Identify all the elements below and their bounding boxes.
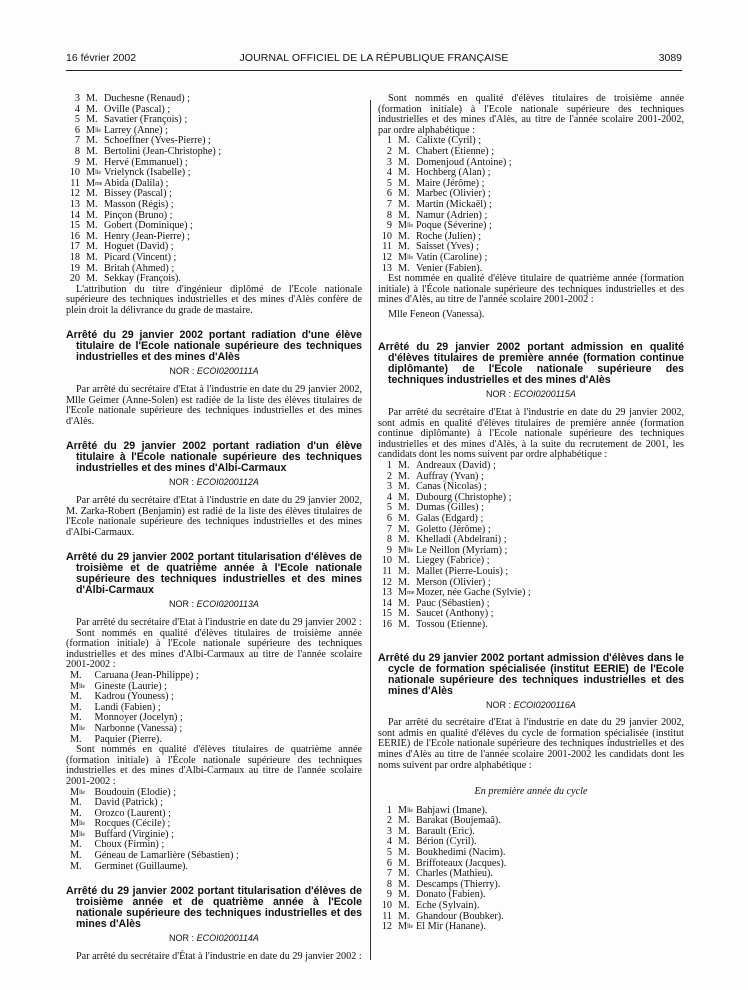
civility-title: M.: [398, 481, 410, 493]
person-name: Venier (Fabien).: [416, 262, 483, 274]
section-title: Arrêté du 29 janvier 2002 portant radiation d'un élève titulaire à l'Ecole nationale supérieure des techniques industrielles et des mines d'Albi-Carmaux: [66, 440, 362, 475]
section-body: Par arrêté du secrétaire d'Etat à l'industrie en date du 29 janvier 2002, sont admis en qualité d'élèves titulaires de première année (formation continue diplômante) à l'Ecole nationale supérieure des techniques industrielles et des mines d'Alès, à la suite du recrutement de 2001, les candidats dont les noms suivent par ordre alphabétique :: [378, 407, 684, 461]
item-number: 3: [386, 481, 392, 493]
civility-title: M.: [398, 513, 410, 524]
item-number: 8: [386, 534, 392, 546]
item-number: 10: [381, 900, 392, 912]
person-name: Rocques (Cécile) ;: [94, 818, 171, 830]
civility-title: M.: [86, 156, 98, 168]
section-admission-fcd: [378, 342, 684, 630]
person-name: Mallet (Pierre-Louis) ;: [416, 565, 509, 577]
item-number: 5: [386, 847, 392, 859]
section-title: Arrêté du 29 janvier 2002 portant titularisation d'élèves de troisième et de quatrième année à l'Ecole nationale supérieure des techniques industrielles et des mines d'Albi-Carmaux: [66, 551, 362, 597]
civility-title: M.: [86, 209, 98, 221]
nor-reference: [66, 933, 362, 944]
person-name: Hervé (Emmanuel) ;: [104, 156, 188, 168]
person-name: El Mir (Hanane).: [416, 921, 486, 933]
item-number: 1: [386, 804, 392, 816]
person-name: Sekkay (François).: [104, 273, 181, 285]
person-name: Orozco (Laurent) ;: [94, 807, 171, 819]
civility-title: M.: [398, 198, 410, 210]
civility-title: M.: [398, 209, 410, 221]
person-name: Pauc (Sébastien) ;: [416, 597, 490, 609]
item-number: 11: [70, 177, 80, 189]
item-number: 11: [382, 241, 392, 253]
civility-title: M.: [398, 145, 410, 157]
civility-title: $M^{lle}$: [398, 251, 414, 263]
list-item: [378, 514, 684, 525]
third-year-list: [378, 136, 684, 274]
admission-list: [378, 461, 684, 631]
civility-title: M.: [398, 460, 410, 472]
person-name: Géneau de Lamarlière (Sébastien) ;: [94, 850, 239, 862]
person-name: Martin (Mickaël) ;: [416, 198, 492, 210]
item-number: 10: [381, 230, 392, 242]
item-number: 3: [74, 93, 80, 104]
civility-title: $M^{lle}$: [70, 786, 86, 798]
person-name: Kadrou (Youness) ;: [94, 691, 174, 703]
item-number: 4: [386, 491, 392, 503]
header-rule: [66, 70, 682, 71]
civility-title: M.: [398, 576, 410, 588]
person-name: Gineste (Laurie) ;: [94, 680, 167, 692]
person-name: Le Neillon (Myriam) ;: [416, 544, 508, 556]
third-year-intro: Sont nommés en qualité d'élèves titulaires de troisième année (formation initiale) à l'Ecole nationale supérieure des techniques industrielles et des mines d'Alès, au titre de l'année scolaire 2001-2002, par ordre alphabétique :: [378, 93, 684, 136]
person-name: Domenjoud (Antoine) ;: [416, 156, 512, 168]
person-name: Tossou (Etienne).: [416, 618, 488, 630]
subheading: En première année du cycle: [474, 786, 588, 798]
person-name: Savatier (François) ;: [104, 114, 188, 126]
third-year-list: [66, 671, 362, 745]
item-number: 6: [74, 124, 80, 136]
item-number: 7: [386, 523, 392, 535]
person-name: Boudouin (Elodie) ;: [94, 786, 177, 798]
civility-title: M.: [398, 608, 410, 620]
section-title: Arrêté du 29 janvier 2002 portant titularisation d'élèves de troisième année et de quatrième année à l'Ecole nationale supérieure des techniques industrielles et des mines d'Alès: [66, 885, 362, 931]
person-name: Gobert (Dominique) ;: [104, 220, 193, 232]
civility-title: $M^{lle}$: [86, 124, 102, 136]
item-number: 4: [386, 167, 392, 179]
person-name: Narbonne (Vanessa) ;: [94, 722, 183, 734]
person-name: Liegey (Fabrice) ;: [416, 555, 490, 567]
civility-title: $M^{lle}$: [398, 220, 414, 232]
item-number: 17: [69, 241, 80, 253]
item-number: 9: [386, 220, 392, 232]
person-name: Namur (Adrien) ;: [416, 209, 488, 221]
civility-title: M.: [398, 597, 410, 609]
item-number: 10: [69, 167, 80, 179]
civility-title: M.: [86, 198, 98, 210]
person-name: Abida (Dalila) ;: [104, 177, 169, 189]
person-name: Eche (Sylvain).: [416, 900, 480, 912]
nor-reference: [66, 599, 362, 610]
list-item: [378, 922, 684, 933]
item-number: 12: [381, 251, 392, 263]
person-name: Henry (Jean-Pierre) ;: [104, 230, 190, 242]
section-intro: Par arrêté du secrétaire d'État à l'industrie en date du 29 janvier 2002 :: [76, 950, 362, 962]
person-name: Galas (Edgard) ;: [416, 513, 484, 524]
civility-title: M.: [86, 262, 98, 274]
person-name: Choux (Firmin) ;: [94, 839, 165, 851]
list-item: [378, 200, 684, 211]
header-date: 16 février 2002: [66, 52, 137, 64]
civility-title: M.: [86, 251, 98, 263]
person-name: Bertolini (Jean-Christophe) ;: [104, 145, 222, 157]
item-number: 3: [386, 156, 392, 168]
section-body: Par arrêté du secrétaire d'Etat à l'industrie en date du 29 janvier 2002, Mlle Geimer (Anne-Solen) est radiée de la liste des élèves titulaires de l'Ecole nationale supérieure des techniques industrielles et des mines d'Alès.: [66, 384, 362, 427]
person-name: Descamps (Thierry).: [416, 878, 501, 890]
person-name: Buffard (Virginie) ;: [94, 828, 174, 840]
civility-title: $M^{me}$: [398, 587, 415, 599]
item-number: 20: [69, 273, 80, 285]
item-number: 5: [386, 177, 392, 189]
person-name: Khelladi (Abdelrani) ;: [416, 534, 507, 546]
fourth-year-intro: Sont nommés en qualité d'élèves titulaires de quatrième année (formation initiale) à l'École nationale supérieure des techniques industrielles et des mines d'Albi-Carmaux au titre de l'année scolaire 2001-2002 :: [66, 744, 362, 787]
fourth-year-intro: Est nommée en qualité d'élève titulaire de quatrième année (formation initiale) à l'École nationale supérieure des techniques industrielles et des mines d'Alès, au titre de l'année scolaire 2001-2002 :: [378, 273, 684, 306]
nor-reference: [378, 700, 684, 711]
item-number: 12: [69, 188, 80, 200]
civility-title: M.: [398, 156, 410, 168]
person-name: Vatin (Caroline) ;: [416, 251, 488, 263]
item-number: 9: [386, 889, 392, 901]
item-number: 7: [386, 868, 392, 880]
civility-title: M.: [398, 135, 410, 147]
civility-title: M.: [398, 618, 410, 630]
item-number: 16: [381, 618, 392, 630]
list-item: [378, 147, 684, 158]
civility-title: M.: [398, 847, 410, 859]
item-number: 19: [69, 262, 80, 274]
civility-title: M.: [86, 135, 98, 147]
civility-title: M.: [398, 900, 410, 912]
civility-title: M.: [70, 669, 82, 681]
item-number: 16: [69, 230, 80, 242]
item-number: 2: [386, 815, 392, 827]
person-name: Barault (Eric).: [416, 825, 475, 837]
civility-title: M.: [86, 93, 98, 104]
section-title: Arrêté du 29 janvier 2002 portant admission d'élèves dans le cycle de formation spécialisée (institut EERIE) de l'Ecole nationale supérieure des techniques industrielles et des mines d'Alès: [378, 651, 684, 697]
page-header: [66, 52, 682, 66]
nor-label: NOR :: [486, 699, 512, 710]
item-number: 10: [381, 555, 392, 567]
list-item: [378, 620, 684, 631]
civility-title: $M^{lle}$: [398, 921, 414, 933]
nor-reference: [378, 389, 684, 400]
civility-title: $M^{lle}$: [70, 828, 86, 840]
item-number: 4: [386, 836, 392, 848]
item-number: 11: [382, 565, 392, 577]
item-number: 1: [386, 135, 392, 147]
civility-title: M.: [398, 470, 410, 482]
nor-label: NOR :: [486, 389, 512, 400]
civility-title: M.: [70, 860, 82, 872]
person-name: Pinçon (Bruno) ;: [104, 209, 173, 221]
nor-code: ECOI0200114A: [196, 933, 259, 944]
civility-title: M.: [398, 167, 410, 179]
item-number: 6: [386, 188, 392, 200]
civility-title: M.: [70, 701, 82, 713]
person-name: Monnoyer (Jocelyn) ;: [94, 712, 183, 724]
person-name: David (Patrick) ;: [94, 797, 164, 809]
person-name: Schoeffner (Yves-Pierre) ;: [104, 135, 211, 147]
civility-title: M.: [86, 145, 98, 157]
nor-label: NOR :: [169, 933, 195, 944]
person-name: Ghandour (Boubker).: [416, 910, 504, 922]
person-name: Paquier (Pierre).: [94, 733, 162, 745]
nor-code: ECOI0200112A: [196, 477, 259, 488]
person-name: Bahjawi (Imane).: [416, 804, 488, 816]
closing-paragraph: L'attribution du titre d'ingénieur diplômé de l'Ecole nationale supérieure des techniques industrielles et des mines d'Alès confère de plein droit la délivrance du grade de mastaire.: [66, 283, 362, 316]
civility-title: M.: [398, 188, 410, 200]
civility-title: M.: [70, 797, 82, 809]
civility-title: $M^{lle}$: [70, 680, 86, 692]
person-name: Saisset (Yves) ;: [416, 241, 479, 253]
item-number: 11: [382, 910, 392, 922]
item-number: 2: [386, 470, 392, 482]
civility-title: M.: [70, 807, 82, 819]
person-name: Picard (Vincent) ;: [104, 251, 177, 263]
item-number: 14: [69, 209, 80, 221]
civility-title: M.: [70, 712, 82, 724]
person-name: Oville (Pascal) ;: [104, 103, 171, 115]
item-number: 15: [381, 608, 392, 620]
civility-title: $M^{lle}$: [398, 544, 414, 556]
civility-title: M.: [398, 889, 410, 901]
list-item: [378, 567, 684, 578]
person-name: Germinet (Guillaume).: [94, 860, 188, 872]
civility-title: M.: [398, 815, 410, 827]
nor-code: ECOI0200115A: [513, 389, 576, 400]
civility-title: M.: [398, 491, 410, 503]
civility-title: M.: [398, 868, 410, 880]
fourth-year-list: [66, 788, 362, 873]
civility-title: $M^{lle}$: [86, 167, 102, 179]
person-name: Canas (Nicolas) ;: [416, 481, 487, 493]
civility-title: M.: [70, 733, 82, 745]
civility-title: M.: [86, 103, 98, 115]
person-name: Duchesne (Renaud) ;: [104, 93, 190, 104]
list-item: [66, 147, 362, 158]
civility-title: M.: [70, 691, 82, 703]
civility-title: M.: [86, 220, 98, 232]
item-number: 8: [74, 145, 80, 157]
civility-title: M.: [86, 230, 98, 242]
section-title: Arrêté du 29 janvier 2002 portant admission en qualité d'élèves titulaires de première année (formation continue diplômante) de l'Ecole nationale supérieure des techniques industrielles et des mines d'Alès: [378, 341, 684, 387]
item-number: 12: [381, 921, 392, 933]
civility-title: M.: [398, 177, 410, 189]
person-name: Mozer, née Gache (Sylvie) ;: [416, 587, 531, 599]
item-number: 18: [69, 251, 80, 263]
civility-title: M.: [86, 114, 98, 126]
item-number: 13: [69, 198, 80, 210]
item-number: 15: [69, 220, 80, 232]
item-number: 5: [74, 114, 80, 126]
person-name: Landi (Fabien) ;: [94, 701, 161, 713]
item-number: 14: [381, 597, 392, 609]
civility-title: M.: [398, 262, 410, 274]
list-item: [66, 862, 362, 873]
journal-title: JOURNAL OFFICIEL DE LA RÉPUBLIQUE FRANÇAISE: [239, 52, 509, 64]
item-number: 13: [381, 587, 392, 599]
civility-title: M.: [86, 241, 98, 253]
civility-title: M.: [398, 555, 410, 567]
nor-reference: [66, 366, 362, 377]
person-name: Dubourg (Christophe) ;: [416, 491, 512, 503]
section-body: Par arrêté du secrétaire d'Etat à l'industrie en date du 29 janvier 2002, sont admis en qualité d'élèves du cycle de formation spécialisée (institut EERIE) de l'Ecole nationale supérieure des techniques industrielles et des mines d'Alès au titre de l'année scolaire 2001-2002 les candidats dont les noms suivent par ordre alphabétique :: [378, 717, 684, 771]
person-name: Donato (Fabien).: [416, 889, 486, 901]
item-number: 3: [386, 825, 392, 837]
person-name: Britah (Ahmed) ;: [104, 262, 175, 274]
person-name: Saucet (Anthony) ;: [416, 608, 494, 620]
civility-title: M.: [398, 878, 410, 890]
person-name: Roche (Julien) ;: [416, 230, 482, 242]
eerie-list: [378, 806, 684, 933]
person-name: Larrey (Anne) ;: [104, 124, 168, 136]
section-radiation-albi: [66, 441, 362, 538]
person-name: Charles (Mathieu).: [416, 868, 493, 880]
civility-title: M.: [398, 836, 410, 848]
page-number: 3089: [658, 52, 682, 64]
person-name: Merson (Olivier) ;: [416, 576, 491, 588]
nor-code: ECOI0200113A: [196, 599, 259, 610]
civility-title: M.: [398, 910, 410, 922]
civility-title: M.: [398, 825, 410, 837]
person-name: Maire (Jérôme) ;: [416, 177, 485, 189]
third-year-intro: Sont nommés en qualité d'élèves titulaires de troisième année (formation initiale) à l'Ecole nationale supérieure des techniques industrielles et des mines d'Albi-Carmaux au titre de l'année scolaire 2001-2002 :: [66, 627, 362, 671]
civility-title: M.: [398, 523, 410, 535]
person-name: Masson (Régis) ;: [104, 198, 174, 210]
nor-code: ECOI0200111A: [196, 366, 259, 377]
person-name: Dumas (Gilles) ;: [416, 502, 484, 514]
section-body: Par arrêté du secrétaire d'Etat à l'industrie en date du 29 janvier 2002, M. Zarka-Robert (Benjamin) est radié de la liste des élèves titulaires de l'Ecole nationale supérieure des techniques industrielles et des mines d'Albi-Carmaux.: [66, 495, 362, 538]
person-name: Goletto (Jérôme) ;: [416, 523, 491, 535]
nor-label: NOR :: [169, 599, 195, 610]
civility-title: M.: [398, 502, 410, 514]
person-name: Hoguet (David) ;: [104, 241, 174, 253]
item-number: 8: [386, 878, 392, 890]
person-name: Calixte (Cyril) ;: [416, 135, 482, 147]
item-number: 4: [74, 103, 80, 115]
civility-title: $M^{lle}$: [398, 804, 414, 816]
item-number: 1: [386, 460, 392, 472]
item-number: 9: [386, 544, 392, 556]
section-radiation-ales: [66, 330, 362, 427]
item-number: 5: [386, 502, 392, 514]
civility-title: M.: [86, 273, 98, 285]
civility-title: M.: [70, 839, 82, 851]
column-divider: [370, 100, 371, 960]
item-number: 9: [74, 156, 80, 168]
section-titularisation-ales: [66, 886, 362, 962]
item-number: 12: [381, 576, 392, 588]
nor-reference: [66, 477, 362, 488]
list-item: [66, 94, 362, 105]
nor-label: NOR :: [169, 477, 195, 488]
left-column: [66, 94, 362, 962]
item-number: 7: [386, 198, 392, 210]
person-name: Auffray (Yvan) ;: [416, 470, 484, 482]
person-name: Marbec (Olivier) ;: [416, 188, 491, 200]
section-title: Arrêté du 29 janvier 2002 portant radiation d'une élève titulaire de l'Ecole nationale supérieure des techniques industrielles et des mines d'Alès: [66, 329, 362, 364]
civility-title: M.: [86, 188, 98, 200]
section-titularisation-albi: [66, 552, 362, 872]
item-number: 7: [74, 135, 80, 147]
nor-label: NOR :: [169, 366, 195, 377]
person-name: Bissey (Pascal) ;: [104, 188, 172, 200]
person-name: Andreaux (David) ;: [416, 460, 496, 472]
nor-code: ECOI0200116A: [513, 699, 576, 710]
person-name: Boukhedimi (Nacim).: [416, 847, 506, 859]
civility-title: $M^{me}$: [86, 177, 103, 189]
item-number: 13: [381, 262, 392, 274]
civility-title: M.: [398, 565, 410, 577]
continued-list: [66, 94, 362, 285]
right-column: [378, 94, 684, 933]
section-admission-eerie: [378, 653, 684, 933]
person-name: Briffoteaux (Jacques).: [416, 857, 507, 869]
civility-title: M.: [70, 850, 82, 862]
civility-title: M.: [398, 857, 410, 869]
civility-title: M.: [398, 534, 410, 546]
person-name: Caruana (Jean-Philippe) ;: [94, 669, 199, 681]
list-item: [378, 253, 684, 264]
person-name: Poque (Séverine) ;: [416, 220, 492, 232]
person-name: Chabert (Etienne) ;: [416, 145, 495, 157]
person-name: Vrielynck (Isabelle) ;: [104, 167, 191, 179]
item-number: 6: [386, 513, 392, 524]
civility-title: $M^{lle}$: [70, 722, 86, 734]
civility-title: M.: [398, 241, 410, 253]
person-name: Hochberg (Alan) ;: [416, 167, 491, 179]
fourth-year-name: Mlle Feneon (Vanessa).: [388, 308, 485, 320]
list-item: [66, 253, 362, 264]
civility-title: M.: [398, 230, 410, 242]
person-name: Barakat (Boujemaâ).: [416, 815, 501, 827]
list-item: [66, 200, 362, 211]
civility-title: $M^{lle}$: [70, 818, 86, 830]
section-intro: Par arrêté du secrétaire d'Etat à l'industrie en date du 29 janvier 2002 :: [76, 617, 362, 628]
item-number: 8: [386, 209, 392, 221]
item-number: 6: [386, 857, 392, 869]
item-number: 2: [386, 145, 392, 157]
person-name: Bérion (Cyril).: [416, 836, 477, 848]
